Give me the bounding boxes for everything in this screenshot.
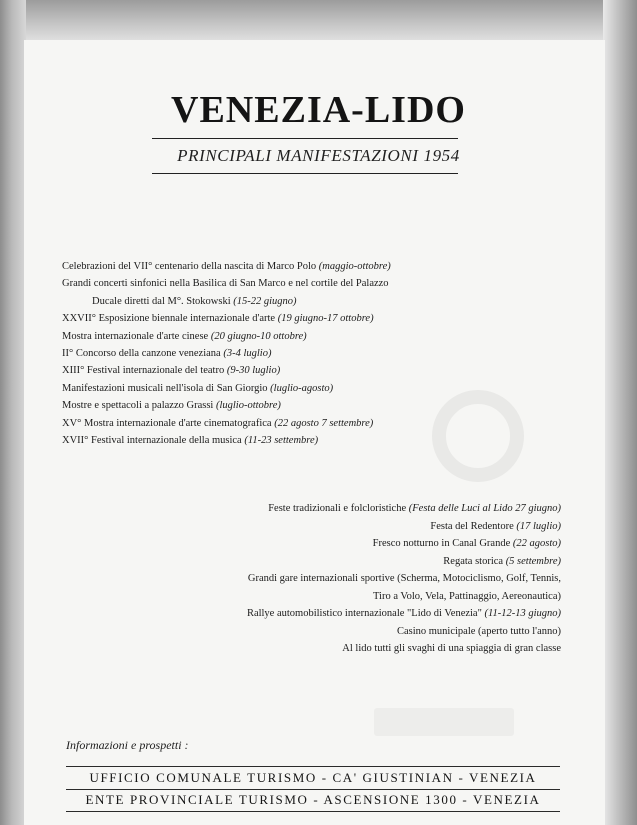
event-text: Feste tradizionali e folcloristiche bbox=[268, 503, 407, 514]
info-label: Informazioni e prospetti : bbox=[66, 738, 189, 752]
bleed-through-band bbox=[374, 708, 514, 736]
event-dates: (luglio-agosto) bbox=[270, 382, 334, 394]
event-dates: (Festa delle Luci al Lido 27 giugno) bbox=[408, 503, 561, 514]
event-item bbox=[62, 415, 482, 432]
footer-rule-bottom bbox=[66, 811, 560, 812]
event-dates: (20 giugno-10 ottobre) bbox=[210, 330, 307, 342]
event-text: II° Concorso della canzone veneziana bbox=[62, 348, 221, 360]
events-list-left bbox=[62, 258, 482, 449]
event-text: XXVII° Esposizione biennale internazionale d'arte bbox=[62, 313, 276, 325]
event-dates: (11-12-13 giugno) bbox=[484, 608, 561, 619]
event-item bbox=[161, 605, 561, 623]
event-item bbox=[62, 380, 482, 397]
event-dates: (luglio-ottobre) bbox=[215, 400, 281, 412]
event-item bbox=[161, 535, 561, 553]
page-subtitle: PRINCIPALI MANIFESTAZIONI 1954 bbox=[177, 146, 460, 165]
event-dates: (9-30 luglio) bbox=[226, 365, 281, 377]
event-item bbox=[161, 640, 561, 658]
event-item bbox=[62, 397, 482, 414]
event-text-continued-label: Tiro a Volo, Vela, Pattinaggio, Aereonautica) bbox=[372, 590, 561, 602]
event-dates: (15-22 giugno) bbox=[233, 295, 297, 307]
event-text: Regata storica bbox=[443, 555, 504, 567]
event-text: Fresco notturno in Canal Grande bbox=[372, 538, 511, 549]
event-item bbox=[62, 275, 482, 310]
title-rule-bottom bbox=[152, 173, 458, 174]
event-item bbox=[62, 258, 482, 275]
scan-edge-top bbox=[0, 0, 637, 42]
office-line-provinciale: ENTE PROVINCIALE TURISMO - ASCENSIONE 1300 - VENEZIA bbox=[85, 792, 541, 807]
event-text-continued bbox=[161, 588, 561, 606]
event-dates: (22 agosto) bbox=[512, 538, 561, 549]
event-text: Manifestazioni musicali nell'isola di San Giorgio bbox=[62, 382, 268, 394]
events-list-right bbox=[161, 500, 561, 658]
event-item bbox=[62, 328, 482, 345]
event-item bbox=[161, 500, 561, 518]
event-text: XVII° Festival internazionale della musica bbox=[62, 435, 242, 447]
event-text: Grandi gare internazionali sportive (Scherma, Motociclismo, Golf, Tennis, bbox=[247, 573, 561, 584]
event-item bbox=[161, 553, 561, 571]
event-item bbox=[62, 362, 482, 379]
event-dates: (19 giugno-17 ottobre) bbox=[277, 313, 374, 325]
page-title: VENEZIA-LIDO bbox=[171, 89, 466, 131]
office-line-comunale: UFFICIO COMUNALE TURISMO - CA' GIUSTINIAN - VENEZIA bbox=[89, 770, 537, 785]
footer-rule-middle bbox=[66, 789, 560, 790]
event-text: Rallye automobilistico internazionale "Lido di Venezia" bbox=[246, 608, 482, 619]
event-item bbox=[62, 310, 482, 327]
event-dates: (17 luglio) bbox=[516, 520, 561, 532]
event-dates: (maggio-ottobre) bbox=[318, 261, 391, 272]
event-text: Festa del Redentore bbox=[430, 520, 514, 532]
title-rule-top bbox=[152, 138, 458, 139]
event-dates: (5 settembre) bbox=[505, 555, 561, 567]
event-dates: (3-4 luglio) bbox=[223, 348, 272, 360]
event-item bbox=[161, 623, 561, 641]
event-dates: (22 agosto 7 settembre) bbox=[274, 417, 374, 429]
event-text: Celebrazioni del VII° centenario della nascita di Marco Polo bbox=[62, 261, 317, 272]
event-text: Mostre e spettacoli a palazzo Grassi bbox=[62, 400, 214, 412]
event-item bbox=[161, 518, 561, 536]
event-text-continued-label: Ducale diretti dal M°. Stokowski bbox=[92, 295, 231, 307]
event-item bbox=[62, 345, 482, 362]
event-dates: (11-23 settembre) bbox=[244, 435, 319, 447]
event-text: XIII° Festival internazionale del teatro bbox=[62, 365, 225, 377]
event-text-continued bbox=[62, 293, 482, 310]
event-text: Grandi concerti sinfonici nella Basilica di San Marco e nel cortile del Palazzo bbox=[62, 278, 389, 290]
event-item bbox=[62, 432, 482, 449]
event-text: XV° Mostra internazionale d'arte cinematografica bbox=[62, 417, 272, 429]
event-item bbox=[161, 570, 561, 605]
event-text: Al lido tutti gli svaghi di una spiaggia di gran classe bbox=[342, 643, 561, 654]
footer-rule-top bbox=[66, 766, 560, 767]
event-text: Mostra internazionale d'arte cinese bbox=[62, 330, 209, 342]
event-text: Casino municipale (aperto tutto l'anno) bbox=[396, 625, 561, 637]
